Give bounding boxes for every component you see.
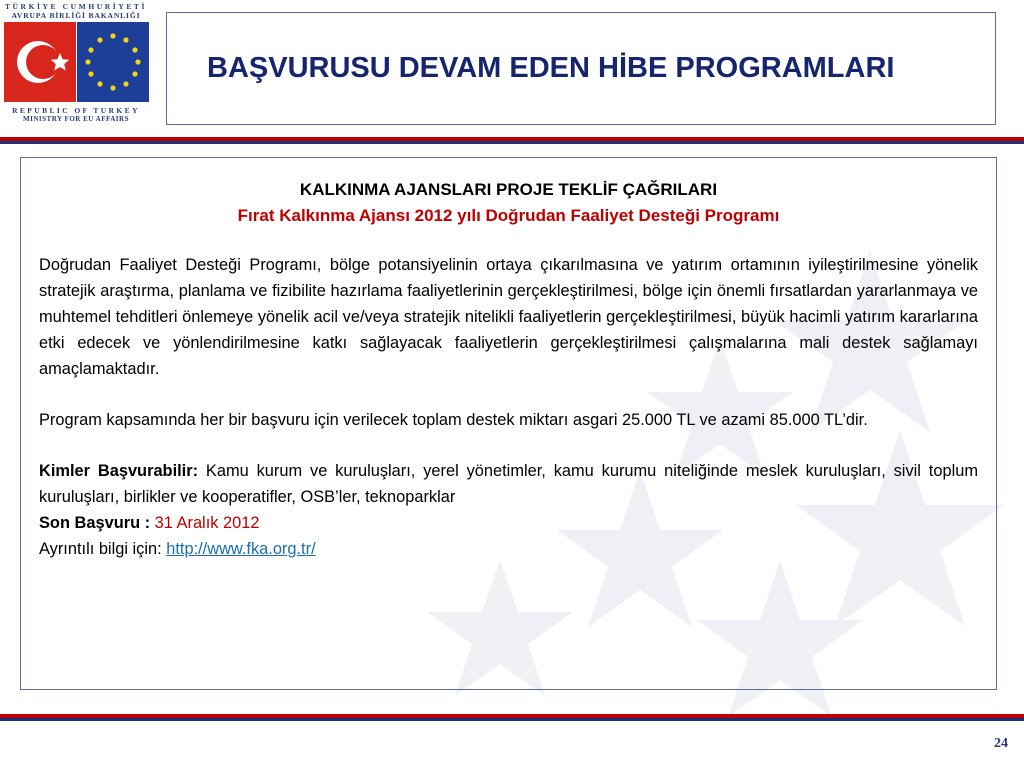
section-heading: KALKINMA AJANSLARI PROJE TEKLİF ÇAĞRILARI <box>299 180 718 199</box>
logo-top-line2: AVRUPA BİRLİĞİ BAKANLIĞI <box>11 11 141 20</box>
info-line <box>39 536 978 562</box>
title-box <box>166 12 996 125</box>
eligibility-paragraph <box>39 458 978 510</box>
fka-website-link[interactable]: http://www.fka.org.tr/ <box>166 540 316 558</box>
turkey-eu-flag-icon <box>4 22 149 102</box>
page-number: 24 <box>994 736 1008 751</box>
header-separator <box>0 137 1024 145</box>
logo-top-line1: TÜRKİYE CUMHURİYETİ <box>4 2 148 11</box>
ministry-logo <box>0 0 152 128</box>
deadline-value: 31 Aralık 2012 <box>154 514 260 532</box>
deadline-line <box>39 510 978 536</box>
logo-bottom-line1: REPUBLIC OF TURKEY <box>12 106 140 115</box>
footer-separator <box>0 714 1024 722</box>
support-amount-text: Program kapsamında her bir başvuru için verilecek toplam destek miktarı asgari 25.000 TL ve azami 85.000 TL’dir. <box>39 411 868 429</box>
info-label: Ayrıntılı bilgi için: <box>39 540 167 558</box>
deadline-label: Son Başvuru : <box>39 514 155 532</box>
logo-bottom-line2: MINISTRY FOR EU AFFAIRS <box>23 115 129 123</box>
program-description: Doğrudan Faaliyet Desteği Programı, bölge potansiyelinin ortaya çıkarılmasına ve yatırım ortamının iyileştirilmesine yönelik stratejik araştırma, planlama ve fizibilite hazırlama faaliyetlerinin gerçekleştirilmesi, bölge için önemli fırsatlardan yararlanmaya ve muhtemel tehditleri önlemeye yönelik acil ve/veya stratejik nitelikli faaliyetlerin gerçekleştirilmesi, büyük hacimli yatırım kararlarına etki edecek ve yönlendirilmesine katkı sağlayacak faaliyetlerin gerçekleştirilmesi çalışmalarına mali destek sağlamayı amaçlamaktadır. <box>39 256 978 378</box>
content-box <box>20 157 997 690</box>
eligibility-label: Kimler Başvurabilir: <box>39 462 199 480</box>
eligibility-text: Kamu kurum ve kuruluşları, yerel yönetimler, kamu kurumu niteliğinde meslek kuruluşları, sivil toplum kuruluşları, birlikler ve kooperatifler, OSB’ler, teknoparklar <box>39 462 978 506</box>
page-title: BAŞVURUSU DEVAM EDEN HİBE PROGRAMLARI <box>207 52 895 84</box>
program-subheading: Fırat Kalkınma Ajansı 2012 yılı Doğrudan Faaliyet Desteği Programı <box>237 206 780 225</box>
